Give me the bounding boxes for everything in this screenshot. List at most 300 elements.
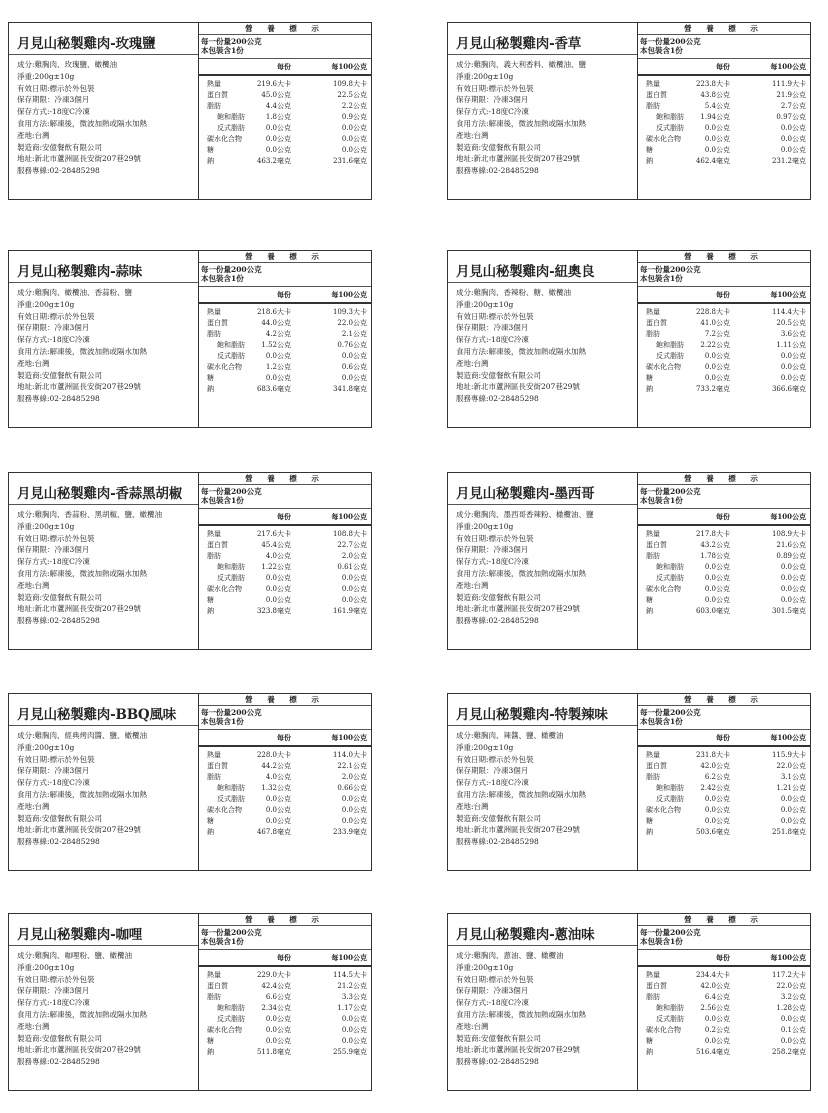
nutrient-name: 糖: [646, 817, 653, 825]
nutrition-row: [199, 750, 371, 761]
value-per-100g: 22.0公克: [776, 762, 806, 770]
nutrient-name: 碳水化合物: [207, 585, 242, 593]
info-shelf-life: 保存期限：冷凍3個月: [17, 986, 90, 996]
nutrition-row: [199, 981, 371, 992]
value-per-100g: 0.0公克: [780, 124, 806, 132]
value-per-100g: 111.9大卡: [771, 80, 806, 88]
product-title: 月見山秘製雞肉-BBQ風味: [9, 694, 198, 726]
value-per-100g: 1.21公克: [776, 784, 806, 792]
info-ingredients: 成分:雞胸肉、辣醬、鹽、橄欖油: [456, 731, 564, 740]
value-per-serving: 1.22公克: [261, 563, 291, 571]
product-info-list: [448, 946, 637, 1068]
value-per-100g: 0.0公克: [341, 1015, 367, 1023]
serving-size: 每一份量200公克: [640, 708, 701, 717]
product-title: 月見山秘製雞肉-咖哩: [9, 914, 198, 946]
value-per-serving: 0.0公克: [704, 352, 730, 360]
value-per-serving: 0.0公克: [265, 352, 291, 360]
value-per-serving: 234.4大卡: [695, 971, 730, 979]
value-per-serving: 217.8大卡: [695, 530, 730, 538]
nutrition-label-card: [8, 472, 372, 650]
nutrition-rows: [638, 304, 810, 395]
info-hotline: 服務專線:02-28485298: [456, 1057, 539, 1067]
nutrient-name: 蛋白質: [207, 762, 228, 770]
info-hotline: 服務專線:02-28485298: [456, 394, 539, 404]
nutrition-row: [199, 816, 371, 827]
info-expiry: 有效日期:標示於外包裝: [17, 83, 95, 93]
value-per-100g: 21.2公克: [337, 982, 367, 990]
info-expiry: 有效日期:標示於外包裝: [456, 83, 534, 93]
nutrition-row: [199, 1003, 371, 1014]
nutrition-facts-panel: [199, 23, 371, 199]
nutrition-facts-panel: [199, 473, 371, 649]
product-info-list: [9, 283, 198, 405]
info-storage: 保存方式:-18度C冷凍: [17, 557, 90, 567]
value-per-serving: 462.4毫克: [695, 157, 730, 165]
nutrition-row: [199, 551, 371, 562]
nutrition-column-header: [199, 950, 371, 967]
serving-size: 每一份量200公克: [201, 487, 262, 496]
value-per-100g: 1.17公克: [337, 1004, 367, 1012]
value-per-100g: 20.5公克: [776, 319, 806, 327]
servings-per-pack: 本包裝含1份: [640, 274, 683, 283]
nutrient-name: 鈉: [646, 828, 653, 836]
value-per-100g: 22.0公克: [776, 982, 806, 990]
value-per-serving: 229.0大卡: [256, 971, 291, 979]
nutrient-name: 脂肪: [207, 552, 221, 560]
nutrient-name: 糖: [646, 1037, 653, 1045]
nutrient-name: 飽和脂肪: [656, 1004, 684, 1012]
nutrition-row: [199, 351, 371, 362]
value-per-serving: 0.0公克: [704, 363, 730, 371]
value-per-100g: 0.0公克: [341, 806, 367, 814]
value-per-100g: 2.7公克: [780, 102, 806, 110]
value-per-100g: 0.0公克: [780, 817, 806, 825]
product-info-list: [448, 726, 637, 848]
info-shelf-life: 保存期限：冷凍3個月: [456, 95, 529, 105]
value-per-serving: 7.2公克: [704, 330, 730, 338]
info-maker: 製造商:安億餐飲有限公司: [456, 370, 542, 380]
value-per-100g: 0.0公克: [780, 352, 806, 360]
nutrition-row: [638, 156, 810, 167]
nutrient-name: 反式脂肪: [217, 795, 245, 803]
info-expiry: 有效日期:標示於外包裝: [17, 311, 95, 321]
product-title: 月見山秘製雞肉-蒜味: [9, 251, 198, 283]
info-net-weight: 淨重:200g±10g: [17, 299, 75, 309]
col-per-100g: 每100公克: [770, 512, 806, 521]
serving-size: 每一份量200公克: [640, 487, 701, 496]
nutrition-row: [638, 783, 810, 794]
value-per-serving: 1.8公克: [265, 113, 291, 121]
nutrition-row: [638, 529, 810, 540]
nutrient-name: 熱量: [646, 530, 660, 538]
value-per-serving: 42.0公克: [700, 982, 730, 990]
nutrition-row: [638, 318, 810, 329]
nutrition-row: [199, 761, 371, 772]
value-per-serving: 0.0公克: [265, 574, 291, 582]
info-expiry: 有效日期:標示於外包裝: [17, 754, 95, 764]
value-per-serving: 0.0公克: [704, 596, 730, 604]
info-storage: 保存方式:-18度C冷凍: [17, 335, 90, 345]
value-per-100g: 114.4大卡: [771, 308, 806, 316]
serving-size: 每一份量200公克: [640, 37, 701, 46]
nutrition-row: [638, 761, 810, 772]
info-origin: 產地:台灣: [456, 1021, 489, 1031]
nutrition-row: [638, 772, 810, 783]
value-per-100g: 1.28公克: [776, 1004, 806, 1012]
value-per-serving: 516.4毫克: [695, 1048, 730, 1056]
nutrition-header: 營 養 標 示: [638, 914, 810, 926]
nutrient-name: 熱量: [646, 971, 660, 979]
servings-per-pack: 本包裝含1份: [640, 46, 683, 55]
value-per-100g: 109.3大卡: [332, 308, 367, 316]
product-title: 月見山秘製雞肉-香蒜黑胡椒: [9, 473, 198, 505]
nutrition-row: [199, 540, 371, 551]
nutrition-row: [199, 329, 371, 340]
nutrient-name: 反式脂肪: [656, 795, 684, 803]
product-title: 月見山秘製雞肉-紐奧良: [448, 251, 637, 283]
nutrition-facts-panel: [638, 473, 810, 649]
nutrient-name: 蛋白質: [646, 982, 667, 990]
value-per-serving: 603.0毫克: [695, 607, 730, 615]
info-origin: 產地:台灣: [17, 580, 50, 590]
product-title: 月見山秘製雞肉-特製辣味: [448, 694, 637, 726]
value-per-serving: 0.0公克: [265, 1026, 291, 1034]
value-per-serving: 0.0公克: [704, 1037, 730, 1045]
value-per-100g: 114.0大卡: [332, 751, 367, 759]
nutrition-rows: [199, 526, 371, 617]
nutrition-rows: [199, 304, 371, 395]
nutrition-row: [199, 156, 371, 167]
col-per-100g: 每100公克: [770, 953, 806, 962]
value-per-serving: 44.0公克: [261, 319, 291, 327]
nutrition-row: [638, 123, 810, 134]
servings-per-pack: 本包裝含1份: [201, 937, 244, 946]
nutrient-name: 飽和脂肪: [217, 341, 245, 349]
nutrition-row: [199, 318, 371, 329]
nutrition-rows: [199, 747, 371, 838]
info-address: 地址:新北市蘆洲區長安街207巷29號: [17, 382, 141, 392]
nutrient-name: 糖: [646, 596, 653, 604]
nutrient-name: 碳水化合物: [207, 135, 242, 143]
info-origin: 產地:台灣: [456, 130, 489, 140]
value-per-100g: 0.89公克: [776, 552, 806, 560]
nutrient-name: 蛋白質: [646, 319, 667, 327]
col-per-serving: 每份: [716, 733, 730, 742]
value-per-100g: 3.6公克: [780, 330, 806, 338]
value-per-100g: 2.0公克: [341, 773, 367, 781]
info-ingredients: 成分:雞胸肉、香辣粉、糖、橄欖油: [456, 288, 572, 297]
nutrient-name: 鈉: [207, 385, 214, 393]
nutrient-name: 飽和脂肪: [656, 341, 684, 349]
value-per-serving: 1.52公克: [261, 341, 291, 349]
value-per-serving: 0.0公克: [265, 1015, 291, 1023]
value-per-serving: 4.0公克: [265, 773, 291, 781]
value-per-100g: 0.0公克: [341, 374, 367, 382]
value-per-serving: 41.0公克: [700, 319, 730, 327]
col-per-serving: 每份: [277, 290, 291, 299]
nutrient-name: 飽和脂肪: [217, 784, 245, 792]
info-storage: 保存方式:-18度C冷凍: [456, 778, 529, 788]
nutrient-name: 碳水化合物: [207, 806, 242, 814]
value-per-100g: 0.0公克: [780, 363, 806, 371]
serving-info: [638, 485, 810, 509]
value-per-100g: 114.5大卡: [332, 971, 367, 979]
info-shelf-life: 保存期限：冷凍3個月: [17, 545, 90, 555]
nutrient-name: 飽和脂肪: [217, 113, 245, 121]
value-per-serving: 1.2公克: [265, 363, 291, 371]
nutrition-row: [638, 794, 810, 805]
info-ingredients: 成分:雞胸肉、經典烤肉醬、鹽、橄欖油: [17, 731, 148, 740]
value-per-serving: 0.0公克: [704, 135, 730, 143]
value-per-100g: 258.2毫克: [771, 1048, 806, 1056]
serving-info: [638, 926, 810, 950]
nutrition-row: [638, 145, 810, 156]
info-storage: 保存方式:-18度C冷凍: [456, 335, 529, 345]
value-per-100g: 0.0公克: [780, 596, 806, 604]
info-usage: 食用方法:解凍後，微波加熱或隔水加熱: [17, 789, 148, 799]
nutrient-name: 碳水化合物: [646, 806, 681, 814]
info-maker: 製造商:安億餐飲有限公司: [17, 592, 103, 602]
value-per-serving: 218.6大卡: [256, 308, 291, 316]
value-per-100g: 2.0公克: [341, 552, 367, 560]
info-hotline: 服務專線:02-28485298: [17, 837, 100, 847]
value-per-100g: 2.1公克: [341, 330, 367, 338]
col-per-100g: 每100公克: [770, 733, 806, 742]
nutrient-name: 鈉: [207, 607, 214, 615]
info-net-weight: 淨重:200g±10g: [456, 71, 514, 81]
col-per-100g: 每100公克: [331, 512, 367, 521]
nutrition-row: [638, 1025, 810, 1036]
info-address: 地址:新北市蘆洲區長安街207巷29號: [456, 604, 580, 614]
value-per-serving: 463.2毫克: [256, 157, 291, 165]
value-per-100g: 341.8毫克: [332, 385, 367, 393]
value-per-serving: 228.0大卡: [256, 751, 291, 759]
nutrition-row: [638, 373, 810, 384]
product-info-list: [9, 726, 198, 848]
info-origin: 產地:台灣: [17, 801, 50, 811]
serving-info: [638, 35, 810, 59]
nutrient-name: 糖: [207, 596, 214, 604]
nutrient-name: 熱量: [646, 751, 660, 759]
value-per-serving: 0.0公克: [704, 795, 730, 803]
info-net-weight: 淨重:200g±10g: [17, 521, 75, 531]
info-maker: 製造商:安億餐飲有限公司: [456, 142, 542, 152]
info-origin: 產地:台灣: [17, 1021, 50, 1031]
product-title: 月見山秘製雞肉-蔥油味: [448, 914, 637, 946]
nutrition-row: [638, 112, 810, 123]
value-per-serving: 0.0公克: [704, 374, 730, 382]
serving-info: [199, 35, 371, 59]
value-per-serving: 503.6毫克: [695, 828, 730, 836]
serving-info: [199, 263, 371, 287]
nutrition-row: [638, 551, 810, 562]
value-per-100g: 22.1公克: [337, 762, 367, 770]
nutrition-row: [638, 805, 810, 816]
info-ingredients: 成分:雞胸肉、玫瑰鹽、橄欖油: [17, 60, 118, 69]
value-per-serving: 0.0公克: [704, 817, 730, 825]
nutrition-row: [638, 329, 810, 340]
serving-size: 每一份量200公克: [201, 708, 262, 717]
nutrient-name: 鈉: [646, 385, 653, 393]
nutrient-name: 反式脂肪: [656, 352, 684, 360]
info-address: 地址:新北市蘆洲區長安街207巷29號: [456, 1045, 580, 1055]
nutrient-name: 反式脂肪: [217, 1015, 245, 1023]
value-per-100g: 0.1公克: [780, 1026, 806, 1034]
nutrient-name: 反式脂肪: [217, 574, 245, 582]
nutrient-name: 熱量: [646, 308, 660, 316]
serving-size: 每一份量200公克: [201, 37, 262, 46]
nutrition-row: [638, 970, 810, 981]
value-per-serving: 1.32公克: [261, 784, 291, 792]
value-per-100g: 231.6毫克: [332, 157, 367, 165]
nutrition-row: [199, 562, 371, 573]
value-per-100g: 3.2公克: [780, 993, 806, 1001]
nutrition-facts-panel: [638, 694, 810, 870]
info-storage: 保存方式:-18度C冷凍: [17, 998, 90, 1008]
value-per-100g: 117.2大卡: [771, 971, 806, 979]
value-per-serving: 0.0公克: [265, 1037, 291, 1045]
info-address: 地址:新北市蘆洲區長安街207巷29號: [456, 382, 580, 392]
info-net-weight: 淨重:200g±10g: [17, 962, 75, 972]
product-title: 月見山秘製雞肉-玫瑰鹽: [9, 23, 198, 55]
nutrition-row: [199, 1047, 371, 1058]
nutrition-row: [638, 540, 810, 551]
nutrition-column-header: [199, 287, 371, 304]
col-per-serving: 每份: [716, 62, 730, 71]
serving-info: [199, 706, 371, 730]
value-per-serving: 0.2公克: [704, 1026, 730, 1034]
info-storage: 保存方式:-18度C冷凍: [17, 107, 90, 117]
value-per-serving: 2.34公克: [261, 1004, 291, 1012]
nutrient-name: 鈉: [207, 157, 214, 165]
nutrition-row: [638, 79, 810, 90]
nutrition-row: [638, 992, 810, 1003]
nutrition-label-card: [8, 693, 372, 871]
nutrition-rows: [199, 967, 371, 1058]
info-shelf-life: 保存期限：冷凍3個月: [17, 323, 90, 333]
nutrition-row: [638, 827, 810, 838]
info-hotline: 服務專線:02-28485298: [17, 394, 100, 404]
value-per-serving: 0.0公克: [704, 574, 730, 582]
nutrition-row: [638, 1014, 810, 1025]
nutrition-row: [199, 134, 371, 145]
col-per-serving: 每份: [277, 953, 291, 962]
value-per-100g: 0.0公克: [341, 1026, 367, 1034]
value-per-100g: 0.0公克: [341, 135, 367, 143]
info-address: 地址:新北市蘆洲區長安街207巷29號: [17, 604, 141, 614]
nutrition-row: [199, 307, 371, 318]
value-per-100g: 233.9毫克: [332, 828, 367, 836]
servings-per-pack: 本包裝含1份: [201, 496, 244, 505]
info-address: 地址:新北市蘆洲區長安街207巷29號: [17, 154, 141, 164]
value-per-100g: 3.3公克: [341, 993, 367, 1001]
value-per-100g: 251.8毫克: [771, 828, 806, 836]
nutrient-name: 反式脂肪: [217, 124, 245, 132]
nutrition-column-header: [199, 59, 371, 76]
value-per-serving: 0.0公克: [265, 374, 291, 382]
serving-info: [199, 926, 371, 950]
value-per-serving: 43.2公克: [700, 541, 730, 549]
value-per-100g: 0.0公克: [780, 1037, 806, 1045]
info-maker: 製造商:安億餐飲有限公司: [17, 1033, 103, 1043]
col-per-100g: 每100公克: [331, 62, 367, 71]
info-storage: 保存方式:-18度C冷凍: [456, 998, 529, 1008]
value-per-serving: 0.0公克: [265, 135, 291, 143]
nutrient-name: 糖: [646, 374, 653, 382]
product-info-list: [448, 55, 637, 177]
value-per-serving: 219.6大卡: [256, 80, 291, 88]
info-expiry: 有效日期:標示於外包裝: [17, 533, 95, 543]
value-per-100g: 0.76公克: [337, 341, 367, 349]
value-per-100g: 231.2毫克: [771, 157, 806, 165]
value-per-serving: 467.8毫克: [256, 828, 291, 836]
nutrition-row: [638, 362, 810, 373]
value-per-100g: 21.6公克: [776, 541, 806, 549]
info-hotline: 服務專線:02-28485298: [17, 616, 100, 626]
nutrient-name: 鈉: [207, 828, 214, 836]
value-per-serving: 511.8毫克: [256, 1048, 291, 1056]
value-per-serving: 45.0公克: [261, 91, 291, 99]
info-maker: 製造商:安億餐飲有限公司: [17, 142, 103, 152]
value-per-serving: 0.0公克: [704, 585, 730, 593]
value-per-100g: 0.97公克: [776, 113, 806, 121]
serving-info: [638, 263, 810, 287]
value-per-serving: 43.8公克: [700, 91, 730, 99]
nutrient-name: 熱量: [207, 80, 221, 88]
nutrition-header: 營 養 標 示: [199, 694, 371, 706]
value-per-100g: 0.9公克: [341, 113, 367, 121]
nutrition-header: 營 養 標 示: [199, 914, 371, 926]
info-shelf-life: 保存期限：冷凍3個月: [456, 545, 529, 555]
value-per-100g: 0.0公克: [341, 352, 367, 360]
info-net-weight: 淨重:200g±10g: [17, 742, 75, 752]
value-per-100g: 255.9毫克: [332, 1048, 367, 1056]
value-per-100g: 366.6毫克: [771, 385, 806, 393]
value-per-serving: 0.0公克: [704, 146, 730, 154]
info-expiry: 有效日期:標示於外包裝: [456, 754, 534, 764]
info-hotline: 服務專線:02-28485298: [17, 1057, 100, 1067]
nutrition-row: [199, 123, 371, 134]
col-per-100g: 每100公克: [331, 290, 367, 299]
value-per-serving: 0.0公克: [265, 795, 291, 803]
nutrient-name: 脂肪: [646, 330, 660, 338]
nutrient-name: 脂肪: [207, 993, 221, 1001]
servings-per-pack: 本包裝含1份: [201, 274, 244, 283]
nutrient-name: 碳水化合物: [207, 1026, 242, 1034]
nutrition-facts-panel: [638, 251, 810, 427]
info-usage: 食用方法:解凍後，微波加熱或隔水加熱: [456, 118, 587, 128]
info-usage: 食用方法:解凍後，微波加熱或隔水加熱: [456, 568, 587, 578]
nutrient-name: 蛋白質: [646, 91, 667, 99]
value-per-100g: 0.61公克: [337, 563, 367, 571]
nutrient-name: 反式脂肪: [656, 1015, 684, 1023]
info-hotline: 服務專線:02-28485298: [456, 837, 539, 847]
value-per-100g: 115.9大卡: [771, 751, 806, 759]
info-usage: 食用方法:解凍後，微波加熱或隔水加熱: [17, 346, 148, 356]
info-usage: 食用方法:解凍後，微波加熱或隔水加熱: [456, 346, 587, 356]
nutrition-row: [638, 606, 810, 617]
info-origin: 產地:台灣: [17, 130, 50, 140]
nutrient-name: 鈉: [646, 1048, 653, 1056]
nutrition-row: [199, 1025, 371, 1036]
value-per-100g: 22.0公克: [337, 319, 367, 327]
nutrition-header: 營 養 標 示: [638, 694, 810, 706]
value-per-serving: 44.2公克: [261, 762, 291, 770]
info-maker: 製造商:安億餐飲有限公司: [456, 592, 542, 602]
value-per-100g: 1.11公克: [776, 341, 806, 349]
info-net-weight: 淨重:200g±10g: [456, 742, 514, 752]
value-per-100g: 2.2公克: [341, 102, 367, 110]
